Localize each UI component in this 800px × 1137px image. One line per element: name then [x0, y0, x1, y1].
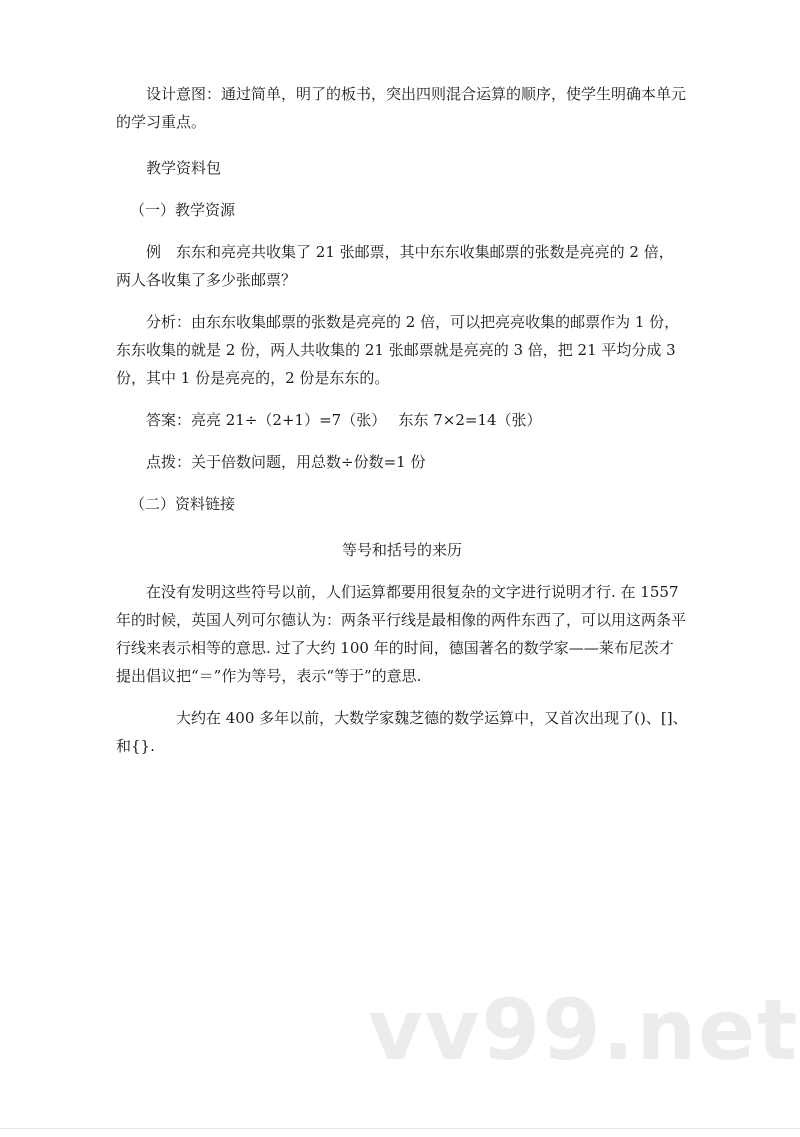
- document-body: [116, 80, 688, 760]
- example-paragraph: 例 东东和亮亮共收集了 21 张邮票，其中东东收集邮票的张数是亮亮的 2 倍，两人各收集了多少张邮票？: [116, 243, 674, 289]
- history-paragraph-1: 在没有发明这些符号以前，人们运算都要用很复杂的文字进行说明才行. 在 1557 年的时候，英国人列可尔德认为：两条平行线是最相像的两件东西了，可以用这两条平行线来表示相等的意思. 过了大约 100 年的时间，德国著名的数学家——莱布尼茨才提出倡议把“＝”作为等号，表示“等于”的意思.: [116, 583, 687, 685]
- history-paragraph-2: 大约在 400 多年以前，大数学家魏芝德的数学运算中，又首次出现了()、[]、和{}.: [116, 709, 688, 755]
- article-title: 等号和括号的来历: [341, 541, 462, 559]
- analysis-paragraph: 分析：由东东收集邮票的张数是亮亮的 2 倍，可以把亮亮收集的邮票作为 1 份，东东收集的就是 2 份，两人共收集的 21 张邮票就是亮亮的 3 倍，把 21 平均分成 3 份，其中 1 份是亮亮的，2 份是东东的。: [116, 313, 680, 387]
- tip-paragraph: 点拨：关于倍数问题，用总数÷份数=1 份: [146, 453, 426, 471]
- page-bottom-divider: [0, 1128, 800, 1129]
- section2-title: （二）资料链接: [130, 495, 236, 513]
- watermark-text: vv99.net: [368, 981, 800, 1079]
- answer-paragraph: 答案：亮亮 21÷（2+1）=7（张） 东东 7×2=14（张）: [146, 411, 542, 429]
- design-intent-paragraph: 设计意图：通过简单，明了的板书，突出四则混合运算的顺序，使学生明确本单元的学习重点。: [116, 85, 687, 131]
- package-title: 教学资料包: [146, 159, 222, 177]
- section1-title: （一）教学资源: [130, 201, 236, 219]
